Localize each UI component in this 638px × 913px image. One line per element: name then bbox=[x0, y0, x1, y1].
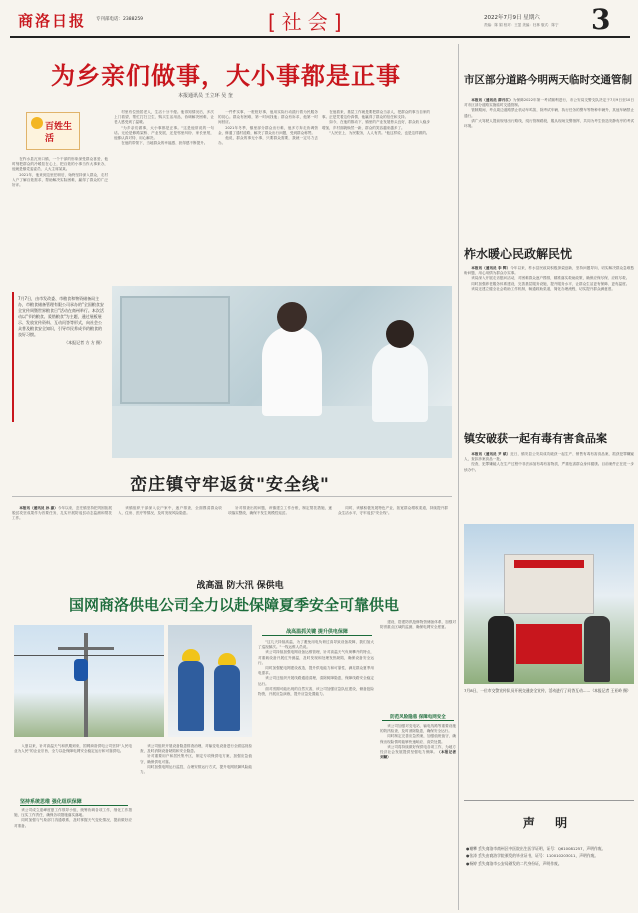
lab-worker-2-head bbox=[386, 320, 414, 348]
issue-date: 2022年7月9日 星期六 bbox=[484, 15, 540, 21]
badge-text: 百姓生活 bbox=[45, 122, 73, 144]
worker-figure-2 bbox=[214, 665, 240, 731]
ladder-text: 本报讯（通讯员 尹 斌）近日，镇安县公安局成功破获一起生产、销售有毒有害食品案，抓获犯罪嫌疑人，查扣涉案食品一批。 经查，犯罪嫌疑人在生产过程中非法添加有毒有害物质，严重危害群众身体健康。目前案件正在进一步侦办中。 bbox=[464, 452, 634, 472]
person-left bbox=[488, 616, 514, 682]
power-byline: （本报记者 刘颖） bbox=[380, 750, 456, 760]
quake-byline: 本报讯（通讯员 李 辉） bbox=[471, 266, 511, 270]
pub-info: 专刊部电话：2388259 bbox=[96, 17, 144, 22]
power-kicker: 战高温 防大汛 保供电 bbox=[196, 581, 284, 591]
safety-text-col-3: 针对排查出的问题，该镇建立工作台账，制定帮扶措施，逐项落实整改，确保不发生规模性返贫。 bbox=[228, 506, 332, 516]
notice-list bbox=[466, 846, 632, 866]
safety-text-col-1: 本报讯（通讯员 孙 嘉）今年以来，峦庄镇坚持把巩固拓展脱贫攻坚成果作为首要任务，扎实开展防返贫动态监测和帮扶工作。 bbox=[12, 506, 112, 521]
lab-worker-1 bbox=[262, 326, 322, 416]
photo-caption-credit: （本报记者 方 方 摄） bbox=[64, 340, 104, 345]
photo-caption-box bbox=[12, 292, 108, 422]
page-number: 3 bbox=[591, 3, 611, 36]
safety-rule bbox=[12, 496, 452, 497]
lead-text-col-4: 在他看来，基层工作就是要把群众当亲人，把群众的事当自家的事。正是凭着这份真情，他赢得了群众的信任和支持。 如今，在他的推动下，镇里的产业发展势头良好，群众收入稳步增加，乡村面貌焕然一新，群众的笑容越来越多了。 "人民至上，为民服务，人人有责。"他这样说，也是这样做的。 bbox=[322, 110, 430, 135]
power-sub3: 坚持系统思维 强化组织保障 bbox=[20, 798, 128, 806]
worker-figure-1 bbox=[178, 661, 204, 731]
power-text-col-4b: 该公司加强对变电站、输电线路等重要设施的防汛检查，及时消除隐患，确保安全运行。 同时制定完善应急预案，加强值班值守，确保出现险情时能够快速响应、高效处置。 该公司将持续做好保供电各项工作，为地方经济社会发展提供坚强电力保障。（本报记者 刘颖） bbox=[380, 724, 456, 760]
power-sub2: 防范风险隐患 保障电网安全 bbox=[382, 714, 454, 721]
award-photo bbox=[464, 524, 634, 684]
power-crossbar bbox=[58, 647, 114, 650]
ladder-byline: 本报讯（通讯员 尹 斌） bbox=[471, 452, 511, 456]
masthead-rule bbox=[10, 36, 630, 38]
newspaper-logo: 商洛日报 bbox=[18, 12, 87, 30]
ladder-headline: 镇安破获一起有毒有害食品案 bbox=[464, 432, 607, 445]
traffic-headline: 市区部分道路今明两天临时交通管制 bbox=[464, 74, 632, 86]
lab-photo bbox=[112, 286, 452, 458]
power-photo bbox=[14, 625, 164, 737]
power-text-col-1b: 该公司成立迎峰度夏工作领导小组，统筹协调各项工作，细化工作措施，压实工作责任，确保各项措施落实落地。 同时加强与气象部门沟通联系，及时掌握天气变化情况，提前做好应对准备。 bbox=[14, 808, 132, 828]
workers-photo bbox=[168, 625, 252, 737]
notice-rule bbox=[464, 800, 634, 801]
power-headline: 国网商洛供电公司全力以赴保障夏季安全可靠供电 bbox=[68, 596, 399, 614]
safety-text-col-4: 同时，该镇积极发展特色产业，拓宽群众增收渠道，持续提升群众生活水平，守牢返贫"安全线"。 bbox=[338, 506, 448, 516]
notice-item: ●谢攀 丢失商洛市商州区中医院出生医学证明，证号：Q610081257，声明作废。 bbox=[466, 846, 606, 851]
worker-helmet-2 bbox=[218, 653, 236, 665]
masthead bbox=[0, 0, 638, 40]
building-sign bbox=[514, 560, 584, 568]
power-text-col-1: 入夏以来，针对高温天气和汛期到来，国网商洛供电公司坚持"人民电业为人民"的企业宗旨，全力以赴保障电网安全稳定运行和可靠供电。 bbox=[14, 744, 132, 754]
safety-byline: 本报讯（通讯员 孙 嘉） bbox=[19, 506, 58, 510]
award-photo-caption: 7月8日，一位市交警宣传队员开展交通安全宣传，活动进行了问答互动……（本报记者 王亚岭 摄） bbox=[464, 688, 631, 693]
safety-headline: 峦庄镇守牢返贫"安全线" bbox=[130, 475, 330, 495]
lead-text-col-1: 在柞水县瓦房口镇，一个干部的形象深受群众喜爱，他时刻把群众的冷暖挂在心上，把百姓的小事当作大事来办，他就是镇党委委员、人大主席某某。 2021年，他来到这里任职后，始终坚持深入群众，走村入户了解百姓需求，帮助解决实际困难，赢得了群众的广泛好评。 bbox=[12, 157, 108, 188]
editors-line: 责编：陈 娟 校对：王盈 美编：杜林 版式：陈宁 bbox=[484, 23, 559, 27]
power-text-col-3: "这几天持续高温，为了避免用电负荷过高导致设备故障，我们加大了巡视频次。"一线运维人员说。 该公司持续加强电网设备运维管理，针对高温天气负荷攀升的特点，对重载设备开展红外测温，及时发现和处理发热缺陷，确保设备安全运行。 同时加强配电网建设改造，提升供电能力和可靠性，满足群众夏季用电需求。 该公司还组织开展线路通道清理，清除树障隐患，保障线路安全稳定运行。 面对汛期可能出现的自然灾害，该公司加强应急队伍建设，储备抢险物资，开展应急演练，提升应急处置能力。 bbox=[258, 640, 374, 697]
person-right bbox=[584, 616, 610, 682]
lab-worker-1-head bbox=[277, 302, 307, 332]
column-divider bbox=[458, 44, 459, 910]
quake-text: 本报讯（通讯员 李 辉）今年以来，柞水县民政局积极探索创新，坚持问题导向，切实解决群众急难愁盼问题，用心用情为群众办实事。 该局深入开展走访慰问活动，对困难群众逐户摸排，精准落实救助政策，确保应保尽保、应救尽救。 同时加强养老服务体系建设，完善基层服务设施，提升服务水平，让群众生活更有保障、更有温度。 该局还建立健全社会救助工作机制，畅通救助渠道，简化办理流程，切实提升群众满意度。 bbox=[464, 266, 634, 291]
lead-headline: 为乡亲们做事，大小事都是正事 bbox=[51, 62, 401, 90]
power-wire bbox=[14, 655, 164, 656]
lab-worker-2 bbox=[372, 342, 428, 422]
power-text-col-4: 建设，搭建防汛抢修物资储备体系，加强对防汛重点区域的监测，确保电网安全度夏。 bbox=[380, 620, 456, 630]
section-label: [社会] bbox=[268, 10, 348, 34]
banner bbox=[516, 624, 582, 664]
photo-caption-text: 7月7日，由市发改委、市粮食和物资储备局主办，市粮食储备管理有限公司承办的"全国粮食安全宣传周暨世界粮食日"活动在商州举行。本次活动以"节约粮食、爱惜粮食"为主题，通过展板展示、发放宣传资料、互动问答等形式，向社会公众普及粮食安全知识，引导市民养成节约粮食的良好习惯。 bbox=[18, 296, 104, 337]
lead-byline: 本报通讯员 王立环 吴 奎 bbox=[178, 93, 233, 99]
notice-title: 声 明 bbox=[522, 816, 576, 830]
column-badge bbox=[26, 112, 80, 150]
lead-text-col-3: 一件件实事，一桩桩好事，他用实际行动践行着为民服务的初心。群众有困难，第一时间找他；群众有诉求，他第一时间回应。 2021年冬季，镇里部分群众出行难，他多方奔走协调资金，修通了通村道路，解决了群众出行问题，受到群众称赞。 他说，群众的事无小事，只要群众需要，我就一定尽力去办。 bbox=[218, 110, 318, 146]
power-sub1: 战高温抓关键 提升供电保障 bbox=[262, 628, 372, 636]
traffic-byline: 本报讯（通讯员 薛丹江） bbox=[471, 98, 513, 102]
traffic-text: 本报讯（通讯员 薛丹江）为保障2022年第一考试顺利进行，市公安局交警支队决定于7月9日至10日对市区部分道路实施临时交通管制。 管制期间，考点周边道路禁止机动车鸣笛，除考试车辆、执行任务的警车等特种车辆外，其他车辆禁止通行。 请广大驾驶人提前规划出行路线，绕行管制路段，服从现场交警指挥，共同为考生营造安静有序的考试环境。 bbox=[464, 98, 634, 129]
worker-helmet-1 bbox=[182, 649, 200, 661]
notice-item: ●杨婷 丢失商洛市公安局颁发的二代身份证，声明作废。 bbox=[466, 860, 562, 866]
notice-item: ●张涛 丢失由商洛学院颁发的毕业证书，证号：110010203011，声明作废。 bbox=[466, 853, 599, 859]
lead-text-col-2: 村里有位独居老人，生活十分不便。他得知情况后，多次上门看望，帮忙打扫卫生、购买生活用品，协调解决困难，让老人感受到了温暖。 "为乡亲们做事，大小事都是正事。"这是他常说的一句话。无论是修路架桥、产业发展，还是邻里纠纷、家长里短，他都认真对待、用心解决。 在他的带领下，当地群众的幸福感、获得感不断提升。 bbox=[114, 110, 214, 146]
lab-shelf bbox=[120, 296, 230, 404]
badge-sun-icon bbox=[31, 117, 43, 129]
quake-headline: 柞水暖心民政解民忧 bbox=[464, 247, 573, 261]
lineworker bbox=[74, 659, 88, 681]
power-text-col-2: 该公司组织开展设备隐患排查治理，对输变电设备进行全面巡视检查，及时消除设备缺陷和安全隐患。 针对重要用户和居民集中区，制定专项保供电方案，加强应急值守，确保供电可靠。 同时加强电网运行监控，合理安排运行方式，提升电网抵御风险能力。 bbox=[140, 744, 252, 775]
safety-text-col-2: 该镇组织干部深入农户家中，逐户排查，全面摸清群众收入、住房、医疗等情况，及时发现风险隐患。 bbox=[118, 506, 222, 516]
